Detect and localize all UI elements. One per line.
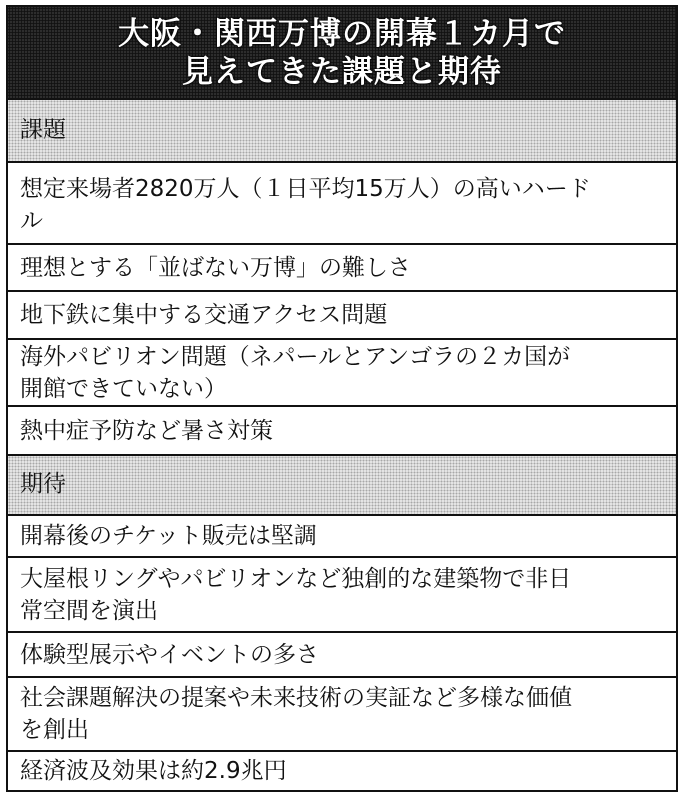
- list-item-text: 体験型展示やイベントの多さ: [20, 642, 319, 668]
- list-item-text: 理想とする「並ばない万博」の難しさ: [20, 255, 411, 281]
- list-item: [8, 340, 676, 407]
- list-item: [8, 407, 676, 456]
- section-heading-label: 期待: [20, 471, 66, 497]
- list-item: [8, 516, 676, 558]
- section-heading-label: 課題: [20, 117, 66, 143]
- list-item-text: 社会課題解決の提案や未来技術の実証など多様な価値 を創出: [20, 685, 572, 743]
- list-item: [8, 633, 676, 678]
- list-item: [8, 292, 676, 340]
- list-item-text: 想定来場者2820万人（１日平均15万人）の高いハード ル: [20, 176, 591, 234]
- section-heading-challenges: [8, 100, 676, 163]
- title-line-2: 見えてきた課題と期待: [182, 53, 502, 90]
- list-item-text: 経済波及効果は約2.9兆円: [20, 758, 287, 784]
- list-item-text: 地下鉄に集中する交通アクセス問題: [20, 302, 388, 328]
- list-item-text: 熱中症予防など暑さ対策: [20, 418, 273, 444]
- list-item: [8, 678, 676, 752]
- info-table: [6, 5, 678, 792]
- list-item: [8, 752, 676, 790]
- list-item: [8, 558, 676, 633]
- section-heading-expectations: [8, 456, 676, 516]
- list-item: [8, 245, 676, 292]
- title-line-1: 大阪・関西万博の開幕１カ月で: [118, 15, 566, 52]
- list-item-text: 開幕後のチケット販売は堅調: [20, 523, 317, 549]
- list-item-text: 海外パビリオン問題（ネパールとアンゴラの２カ国が 開館できていない）: [20, 344, 571, 402]
- list-item: [8, 163, 676, 245]
- list-item-text: 大屋根リングやパビリオンなど独創的な建築物で非日 常空間を演出: [20, 566, 572, 624]
- table-title: [8, 7, 676, 100]
